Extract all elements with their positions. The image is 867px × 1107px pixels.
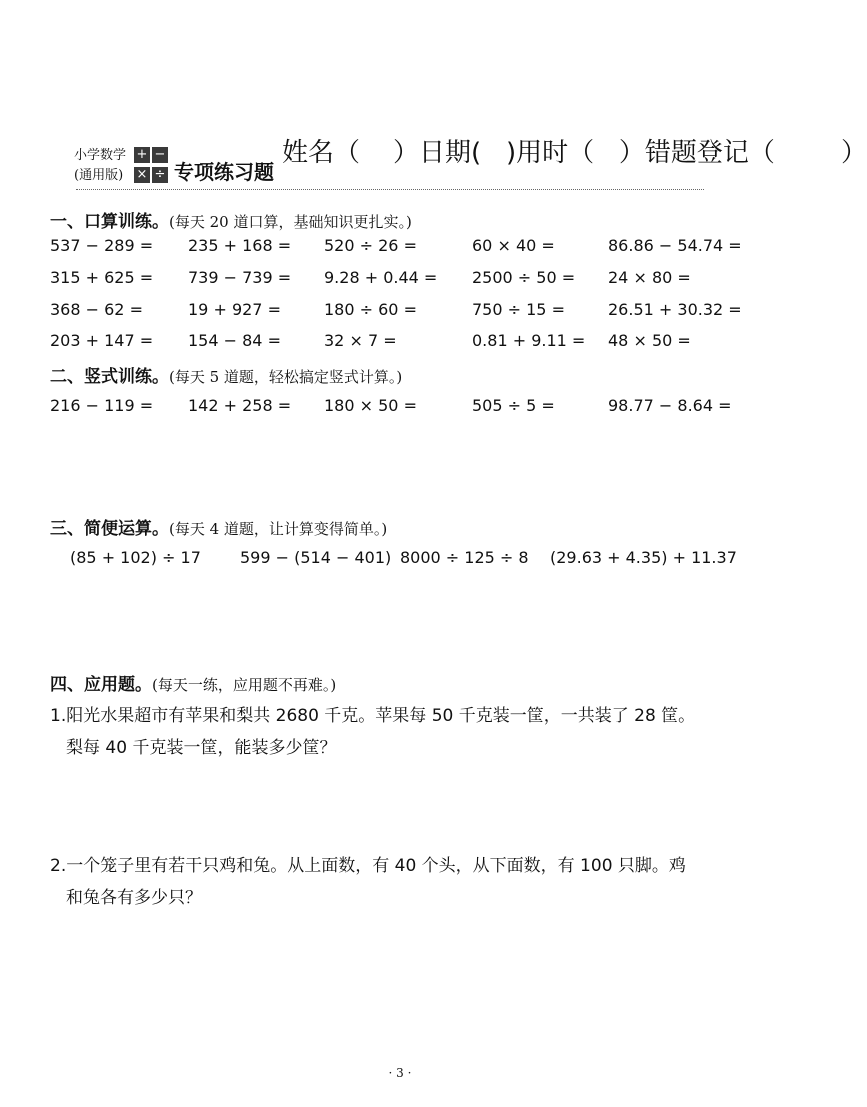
- multiply-icon: ×: [134, 167, 150, 183]
- section-2-title: 二、竖式训练。: [50, 367, 169, 387]
- vertical-calc-item: 180 × 50 =: [324, 396, 417, 415]
- section-1-title: 一、口算训练。: [50, 212, 169, 232]
- mental-math-item: 24 × 80 =: [608, 268, 691, 287]
- student-info-line: 姓名（ ）日期( )用时（ ）错题登记（ ）: [282, 138, 867, 168]
- plus-icon: +: [134, 147, 150, 163]
- mental-math-item: 60 × 40 =: [472, 236, 555, 255]
- mental-math-item: 180 ÷ 60 =: [324, 300, 417, 319]
- section-4-note: (每天一练，应用题不再难。): [152, 676, 337, 694]
- section-1-note: (每天 20 道口算，基础知识更扎实。): [169, 213, 412, 231]
- section-2-heading: [50, 362, 402, 387]
- mental-math-item: 315 + 625 =: [50, 268, 154, 287]
- mental-math-item: 537 − 289 =: [50, 236, 154, 255]
- header-divider: [76, 189, 704, 190]
- mental-math-item: 86.86 − 54.74 =: [608, 236, 742, 255]
- word-problem-line: 梨每 40 千克装一筐，能装多少筐？: [66, 738, 337, 758]
- vertical-calc-item: 216 − 119 =: [50, 396, 154, 415]
- mental-math-item: 368 − 62 =: [50, 300, 143, 319]
- mental-math-item: 2500 ÷ 50 =: [472, 268, 576, 287]
- section-4-heading: [50, 670, 336, 695]
- word-problem-1: [50, 700, 695, 764]
- mental-math-item: 19 + 927 =: [188, 300, 281, 319]
- vertical-calc-item: 505 ÷ 5 =: [472, 396, 555, 415]
- brand-logo: [74, 146, 274, 190]
- section-2-note: (每天 5 道题，轻松搞定竖式计算。): [169, 368, 403, 386]
- mental-math-item: 154 − 84 =: [188, 331, 281, 350]
- simplify-item: 599 − (514 − 401): [240, 548, 392, 567]
- section-4-title: 四、应用题。: [50, 675, 152, 695]
- page-number: · 3 ·: [388, 1066, 412, 1080]
- word-problem-line: 2.一个笼子里有若干只鸡和兔。从上面数，有 40 个头，从下面数，有 100 只脚。鸡: [50, 856, 686, 876]
- brand-line-2: (通用版): [74, 168, 124, 183]
- arithmetic-operators-icon: [134, 147, 170, 185]
- mental-math-item: 739 − 739 =: [188, 268, 292, 287]
- vertical-calc-item: 98.77 − 8.64 =: [608, 396, 732, 415]
- word-problem-line: 和兔各有多少只？: [66, 888, 202, 908]
- divide-icon: ÷: [152, 167, 168, 183]
- mental-math-item: 750 ÷ 15 =: [472, 300, 565, 319]
- mental-math-item: 32 × 7 =: [324, 331, 397, 350]
- word-problem-2: [50, 850, 686, 914]
- mental-math-item: 235 + 168 =: [188, 236, 292, 255]
- simplify-item: (85 + 102) ÷ 17: [70, 548, 201, 567]
- brand-title: 专项练习题: [174, 160, 274, 184]
- minus-icon: −: [152, 147, 168, 163]
- mental-math-item: 0.81 + 9.11 =: [472, 331, 586, 350]
- section-3-note: (每天 4 道题，让计算变得简单。): [169, 520, 388, 538]
- simplify-item: 8000 ÷ 125 ÷ 8: [400, 548, 529, 567]
- mental-math-item: 203 + 147 =: [50, 331, 154, 350]
- brand-subtitle: [74, 146, 126, 186]
- mental-math-item: 26.51 + 30.32 =: [608, 300, 742, 319]
- section-3-title: 三、简便运算。: [50, 519, 169, 539]
- mental-math-item: 520 ÷ 26 =: [324, 236, 417, 255]
- section-3-heading: [50, 514, 387, 539]
- mental-math-item: 9.28 + 0.44 =: [324, 268, 438, 287]
- mental-math-item: 48 × 50 =: [608, 331, 691, 350]
- simplify-item: (29.63 + 4.35) + 11.37: [550, 548, 737, 567]
- section-1-heading: [50, 207, 412, 232]
- vertical-calc-item: 142 + 258 =: [188, 396, 292, 415]
- brand-line-1: 小学数学: [74, 148, 127, 163]
- word-problem-line: 1.阳光水果超市有苹果和梨共 2680 千克。苹果每 50 千克装一筐，一共装了 28 筐。: [50, 706, 696, 726]
